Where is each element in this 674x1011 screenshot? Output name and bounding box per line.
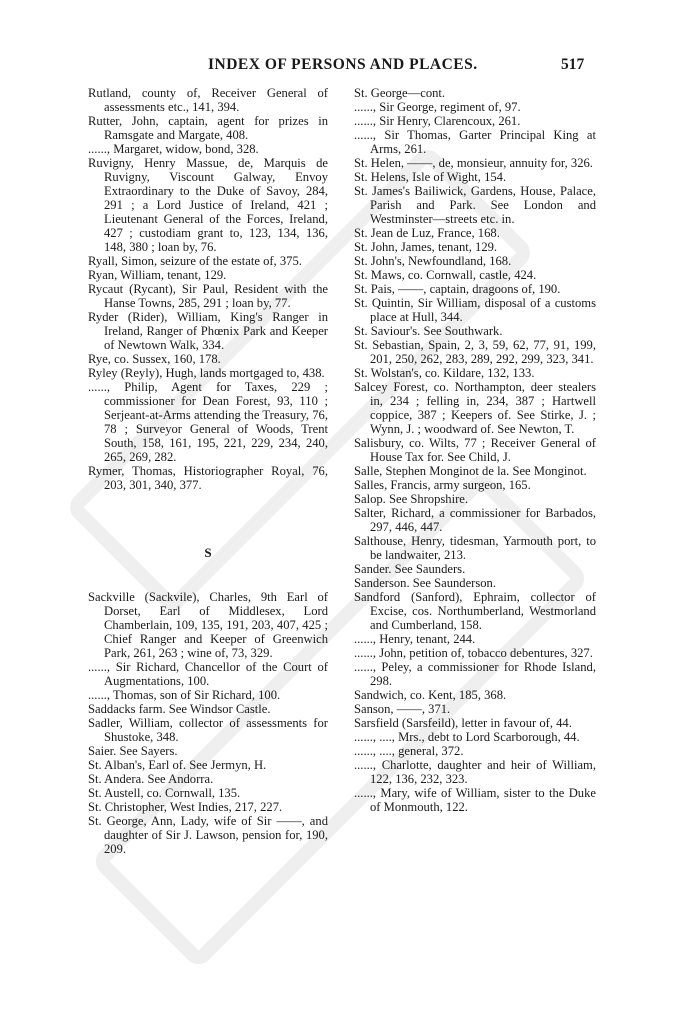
index-entry: St. Sebastian, Spain, 2, 3, 59, 62, 77, 91, 199, 201, 250, 262, 283, 289, 292, 299, 323, 341. [354,338,596,366]
index-entry: ......, Sir George, regiment of, 97. [354,100,521,114]
index-entry: ......, Sir Richard, Chancellor of the Court of Augmentations, 100. [88,660,328,688]
index-entry: ......, Mary, wife of William, sister to the Duke of Monmouth, 122. [354,786,596,814]
index-entry: ......, Charlotte, daughter and heir of William, 122, 136, 232, 323. [354,758,596,786]
index-entry: ......, Sir Thomas, Garter Principal King at Arms, 261. [354,128,596,156]
right-column [354,86,596,814]
index-entry: ......, John, petition of, tobacco debentures, 327. [354,646,593,660]
index-entry: ......, Henry, tenant, 244. [354,632,476,646]
index-entry: Rymer, Thomas, Historiographer Royal, 76, 203, 301, 340, 377. [88,464,328,492]
index-entry: Sackville (Sackvile), Charles, 9th Earl of Dorset, Earl of Middlesex, Lord Chamberlain, 109, 135, 191, 203, 407, 425 ; Chief Ranger and Keeper of Greenwich Park, 261, 263 ; wine of, 73, 329. [88,590,328,660]
index-entry: St. Helens, Isle of Wight, 154. [354,170,507,184]
page-header [0,56,674,80]
index-entry: Rycaut (Rycant), Sir Paul, Resident with the Hanse Towns, 285, 291 ; loan by, 77. [88,282,328,310]
index-entry: St. Christopher, West Indies, 217, 227. [88,800,283,814]
section-letter: S [204,545,212,560]
left-column [88,86,328,856]
running-title: INDEX OF PERSONS AND PLACES. [208,56,478,73]
index-entry: St. James's Bailiwick, Gardens, House, Palace, Parish and Park. See London and Westminster—streets etc. in. [354,184,596,226]
right-s-entries [354,86,596,814]
index-entry: St. Alban's, Earl of. See Jermyn, H. [88,758,267,772]
index-entry: Sadler, William, collector of assessments for Shustoke, 348. [88,716,328,744]
index-entry: St. John, James, tenant, 129. [354,240,498,254]
index-entry: St. Wolstan's, co. Kildare, 132, 133. [354,366,535,380]
left-s-entries [88,590,328,856]
index-entry: Ryall, Simon, seizure of the estate of, 375. [88,254,302,268]
index-entry: Salisbury, co. Wilts, 77 ; Receiver General of House Tax for. See Child, J. [354,436,596,464]
index-entry: Ryan, William, tenant, 129. [88,268,227,282]
left-r-entries [88,86,328,492]
index-entry: Salter, Richard, a commissioner for Barbados, 297, 446, 447. [354,506,596,534]
index-entry: St. George, Ann, Lady, wife of Sir ——, and daughter of Sir J. Lawson, pension for, 190, 209. [88,814,328,856]
index-entry: St. George—cont. [354,86,446,100]
index-entry: ......, Margaret, widow, bond, 328. [88,142,259,156]
index-entry: Rutland, county of, Receiver General of assessments etc., 141, 394. [88,86,328,114]
index-entry: St. Saviour's. See Southwark. [354,324,503,338]
index-entry: Salthouse, Henry, tidesman, Yarmouth port, to be landwaiter, 213. [354,534,596,562]
index-entry: Sandford (Sanford), Ephraim, collector of Excise, cos. Northumberland, Westmorland and Cumberland, 158. [354,590,596,632]
index-entry: St. John's, Newfoundland, 168. [354,254,512,268]
page-number: 517 [561,56,585,73]
index-entry: St. Quintin, Sir William, disposal of a customs place at Hull, 344. [354,296,596,324]
index-entry: ......, Philip, Agent for Taxes, 229 ; commissioner for Dean Forest, 93, 110 ; Serjeant-at-Arms attending the Treasury, 76, 78 ; Surveyor General of Woods, Trent South, 158, 161, 195, 221, 229, 234, 240, 265, 269, 282. [88,380,328,464]
index-entry: St. Austell, co. Cornwall, 135. [88,786,241,800]
index-entry: Salop. See Shropshire. [354,492,469,506]
index-entry: Ryley (Reyly), Hugh, lands mortgaged to, 438. [88,366,325,380]
index-entry: ......, Thomas, son of Sir Richard, 100. [88,688,281,702]
index-entry: Salcey Forest, co. Northampton, deer stealers in, 234 ; felling in, 234, 387 ; Hartwell coppice, 387 ; Keepers of. See Stirke, J. ; Wynn, J. ; woodward of. See Newton, T. [354,380,596,436]
index-entry: St. Pais, ——, captain, dragoons of, 190. [354,282,561,296]
index-entry: Salles, Francis, army surgeon, 165. [354,478,531,492]
index-entry: ......, Sir Henry, Clarencoux, 261. [354,114,521,128]
index-entry: ......, ...., general, 372. [354,744,464,758]
index-entry: Ryder (Rider), William, King's Ranger in Ireland, Ranger of Phœnix Park and Keeper of Newtown Walk, 334. [88,310,328,352]
index-entry: Sanderson. See Saunderson. [354,576,497,590]
index-entry: Rutter, John, captain, agent for prizes in Ramsgate and Margate, 408. [88,114,328,142]
index-entry: St. Maws, co. Cornwall, castle, 424. [354,268,537,282]
index-entry: Sander. See Saunders. [354,562,466,576]
index-entry: Sarsfield (Sarsfeild), letter in favour of, 44. [354,716,572,730]
index-entry: Sandwich, co. Kent, 185, 368. [354,688,507,702]
index-entry: Ruvigny, Henry Massue, de, Marquis de Ruvigny, Viscount Galway, Envoy Extraordinary to the Duke of Savoy, 284, 291 ; a Lord Justice of Ireland, 421 ; Lieutenant General of the Forces, Ireland, 427 ; custodiam grant to, 123, 134, 136, 148, 380 ; loan by, 76. [88,156,328,254]
index-entry: Salle, Stephen Monginot de la. See Monginot. [354,464,587,478]
index-entry: St. Helen, ——, de, monsieur, annuity for, 326. [354,156,593,170]
index-entry: Rye, co. Sussex, 160, 178. [88,352,221,366]
index-entry: Sanson, ——, 371. [354,702,451,716]
index-entry: St. Andera. See Andorra. [88,772,214,786]
index-entry: ......, Peley, a commissioner for Rhode Island, 298. [354,660,596,688]
index-entry: St. Jean de Luz, France, 168. [354,226,500,240]
index-entry: ......, ...., Mrs., debt to Lord Scarborough, 44. [354,730,580,744]
index-entry: Saier. See Sayers. [88,744,178,758]
index-entry: Saddacks farm. See Windsor Castle. [88,702,271,716]
